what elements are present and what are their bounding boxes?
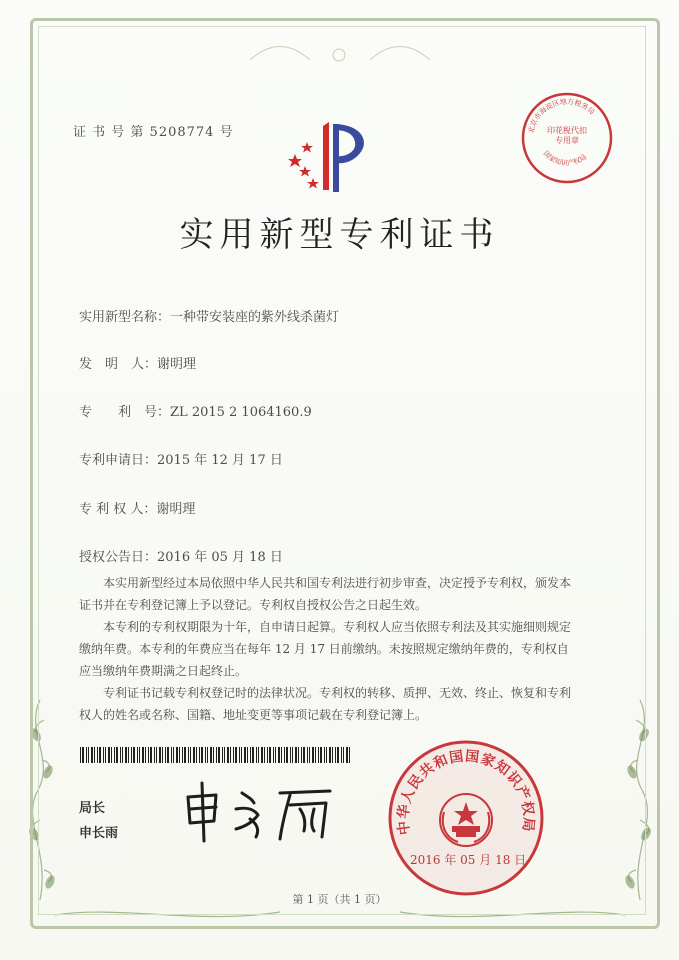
paragraph-legal-status: 专利证书记载专利权登记时的法律状况。专利权的转移、质押、无效、终止、恢复和专利权人的姓名或名称、国籍、地址变更等事项记载在专利登记簿上。 <box>79 686 572 722</box>
field-patentee <box>79 498 195 517</box>
tax-seal-center-text: 印花税代扣专用章 <box>547 126 587 145</box>
field-label: 专 利 权 人： <box>79 502 157 517</box>
field-label: 发 明 人： <box>79 357 158 372</box>
field-value: 谢明理 <box>157 357 197 372</box>
official-red-seal <box>386 738 546 898</box>
field-application-date <box>79 449 283 468</box>
field-value: 2016 年 05 月 18 日 <box>157 550 283 565</box>
paragraph-term: 本专利的专利权期限为十年，自申请日起算。专利权人应当依照专利法及其实施细则规定缴纳年费。本专利的年费应当在每年 12 月 17 日前缴纳。未按照规定缴纳年费的，专利权自应当缴纳年费期满之日起终止。 <box>79 620 572 678</box>
cnipa-logo-icon <box>283 116 379 194</box>
certificate-number-value: 5208774 <box>149 125 215 140</box>
tax-seal-ring-text: 北京市海淀区地方税务局 <box>527 97 596 135</box>
paragraph-grant: 本实用新型经过本局依照中华人民共和国专利法进行初步审查，决定授予专利权，颁发本证书并在专利登记簿上予以登记。专利权自授权公告之日起生效。 <box>79 576 572 612</box>
tax-stamp-seal <box>519 90 615 186</box>
certificate-number-label: 证 书 号 第 <box>73 125 145 140</box>
signer-name: 申长雨 <box>79 826 119 841</box>
field-patent-number <box>79 401 312 420</box>
field-label: 授权公告日： <box>79 550 158 565</box>
field-value: 一种带安装座的紫外线杀菌灯 <box>170 310 340 325</box>
field-label: 实用新型名称： <box>79 310 171 325</box>
field-inventor <box>79 353 196 372</box>
barcode <box>80 747 350 763</box>
page-title: 实用新型专利证书 <box>179 215 500 255</box>
seal-date: 2016 年 05 月 18 日 <box>410 853 527 867</box>
page-number: 第 1 页（共 1 页） <box>292 893 387 906</box>
seal-ring-text: 中华人民共和国国家知识产权局 <box>395 748 537 836</box>
certificate-number <box>73 121 234 140</box>
signer-title: 局长 <box>79 801 106 816</box>
field-value: 2015 年 12 月 17 日 <box>157 453 283 468</box>
field-label: 专利申请日： <box>79 453 158 468</box>
field-grant-date <box>79 546 283 565</box>
field-value: ZL 2015 2 1064160.9 <box>170 405 312 420</box>
certificate-body-text <box>79 572 579 726</box>
certificate-number-suffix: 号 <box>219 125 234 140</box>
field-utility-model-name <box>79 306 339 325</box>
field-value: 谢明理 <box>156 502 196 517</box>
tax-seal-bottom-text: 国家知识产权局 <box>541 149 589 168</box>
handwritten-signature <box>180 775 340 845</box>
field-label: 专 利 号： <box>79 405 171 420</box>
